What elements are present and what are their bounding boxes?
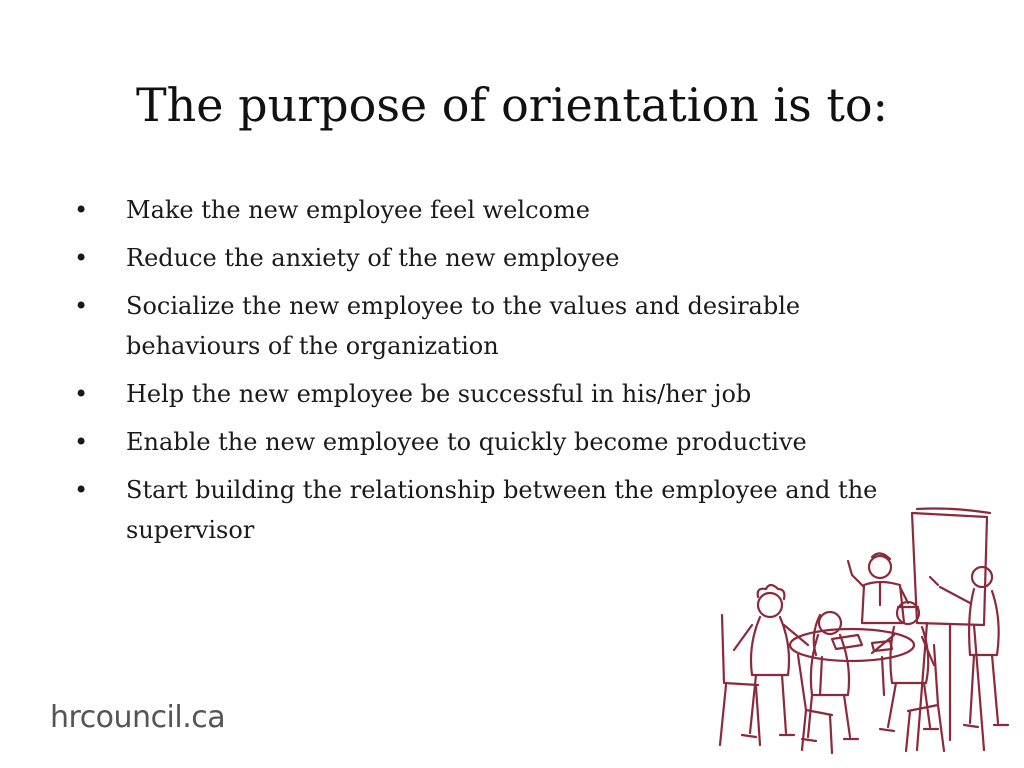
list-item [74,286,914,366]
bullet-icon: • [74,244,89,272]
bullet-icon: • [74,476,89,504]
list-item [74,422,914,462]
slide-title: The purpose of orientation is to: [135,78,889,132]
bullet-text: Start building the relationship between the employee and the supervisor [126,476,878,544]
bullet-text: Enable the new employee to quickly become productive [126,428,807,456]
list-item [74,238,914,278]
bullet-icon: • [74,380,89,408]
bullet-icon: • [74,292,89,320]
bullet-text: Reduce the anxiety of the new employee [126,244,620,272]
meeting-illustration-icon [712,505,1012,760]
bullet-text: Make the new employee feel welcome [126,196,590,224]
bullet-list [74,190,914,558]
bullet-icon: • [74,196,89,224]
list-item [74,374,914,414]
bullet-icon: • [74,428,89,456]
bullet-text: Help the new employee be successful in his/her job [126,380,752,408]
list-item [74,190,914,230]
bullet-text: Socialize the new employee to the values and desirable behaviours of the organization [126,292,801,360]
footer-brand-logo: hrcouncil.ca [50,700,226,735]
